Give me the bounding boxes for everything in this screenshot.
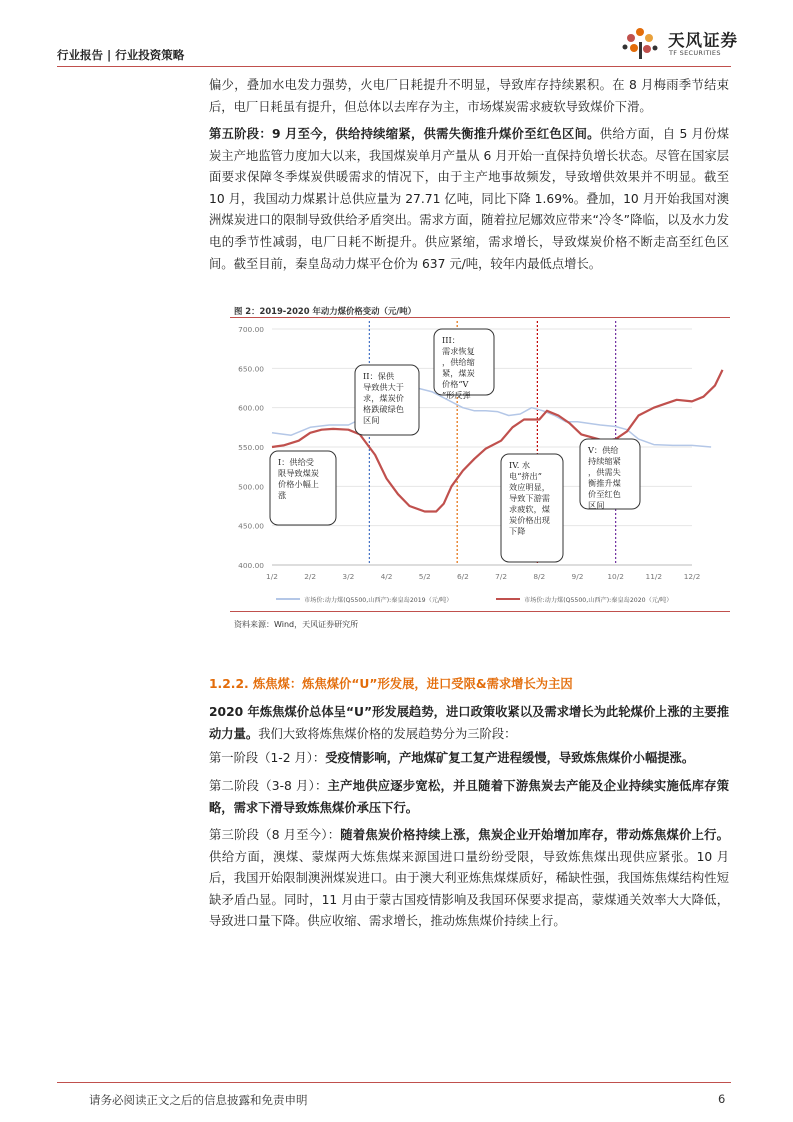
coking-summary-rest: 我们大致将炼焦煤价格的发展趋势分为三阶段： <box>258 726 517 741</box>
paragraph-coking-summary <box>209 702 729 745</box>
footer-disclaimer: 请务必阅读正文之后的信息披露和免责申明 <box>89 1093 308 1107</box>
phase-three-bold: 随着焦炭价格持续上涨，焦炭企业开始增加库存，带动炼焦煤价上行。 <box>340 828 729 842</box>
report-header-title: 行业报告 | 行业投资策略 <box>57 48 185 62</box>
x-tick-label: 5/2 <box>418 572 431 581</box>
tf-flower-icon <box>620 24 666 62</box>
logo-english-name: TF SECURITIES <box>669 49 721 57</box>
phase-five-heading: 第五阶段：9 月至今，供给持续缩紧，供需失衡推升煤价至红色区间。 <box>209 127 600 141</box>
coal-price-chart <box>230 297 730 637</box>
paragraph-phase-four-tail <box>209 75 729 118</box>
legend-label: 市场价:动力煤(Q5500,山西产):秦皇岛2020（元/吨） <box>524 597 673 604</box>
phase-one-body: 受疫情影响，产地煤矿复工复产进程缓慢，导致炼焦煤价小幅提涨。 <box>325 751 695 765</box>
x-tick-label: 4/2 <box>380 572 393 581</box>
phase-two-label: 第二阶段（3-8 月）： <box>209 779 328 793</box>
paragraph-coking-phase-three <box>209 825 729 933</box>
y-tick-label: 400.00 <box>238 561 264 570</box>
paragraph-text: 偏少，叠加水电发力强势，火电厂日耗提升不明显，导致库存持续累积。在 8 月梅雨季节结束后，电厂日耗虽有提升，但总体以去库存为主，市场煤炭需求疲软导致煤价下滑。 <box>209 78 729 114</box>
y-tick-label: 650.00 <box>238 364 264 374</box>
header-divider <box>57 66 731 67</box>
x-tick-label: 2/2 <box>304 572 317 581</box>
y-tick-label: 500.00 <box>238 482 264 492</box>
series-2020-line <box>272 370 723 512</box>
x-tick-label: 7/2 <box>495 572 508 581</box>
paragraph-coking-phase-two <box>209 776 729 819</box>
y-tick-label: 700.00 <box>238 325 264 334</box>
x-tick-label: 1/2 <box>266 572 278 581</box>
x-tick-label: 6/2 <box>456 572 469 581</box>
chart-plot-area <box>230 317 730 611</box>
x-tick-label: 12/2 <box>683 572 701 581</box>
x-tick-label: 3/2 <box>342 572 355 581</box>
paragraph-coking-phase-one <box>209 748 729 770</box>
page-number: 6 <box>718 1092 726 1106</box>
chart-bottom-rule <box>230 611 730 612</box>
chart-title: 图 2：2019-2020 年动力煤价格变动（元/吨） <box>234 306 417 316</box>
x-tick-label: 8/2 <box>533 572 546 581</box>
series-2019-line <box>272 386 711 447</box>
phase-three-label: 第三阶段（8 月至今）： <box>209 828 341 842</box>
y-tick-label: 450.00 <box>238 521 264 531</box>
phase-one-label: 第一阶段（1-2 月）： <box>209 751 326 765</box>
chart-source: 资料来源：Wind，天风证券研究所 <box>234 620 359 629</box>
phase-two-body: 主产地供应逐步宽松，并且随着下游焦炭去产能及企业持续实施低库存策略，需求下滑导致炼焦煤价承压下行。 <box>209 779 729 815</box>
tf-securities-logo <box>620 24 740 62</box>
phase-five-body: 供给方面，自 5 月份煤炭主产地监管力度加大以来，我国煤炭单月产量从 6 月开始一直保持负增长状态。尽管在国家层面要求保障冬季煤炭供暖需求的情况下，由于主产地事故频发，导致增供效果并不明显。截至 10 月，我国动力煤累计总供应量为 27.71 亿吨，同比下降 1.69%。叠加，10 月开始我国对澳洲煤炭进口的限制导致供给矛盾突出。需求方面，随着拉尼娜效应带来“冷冬”降临，以及水力发电的季节性减弱，电厂日耗不断提升。供应紧缩，需求增长，导致煤炭价格不断走高至红色区间。截至目前，秦皇岛动力煤平仓价为 637 元/吨，较年内最低点增长。 <box>209 127 729 271</box>
x-tick-label: 10/2 <box>607 572 624 581</box>
annotation-callout-text: I：供给受限导致煤炭价格小幅上涨 <box>278 457 319 500</box>
x-tick-label: 11/2 <box>645 572 663 581</box>
footer-divider <box>57 1082 731 1083</box>
annotation-callout-text: III：需求恢复，供给缩紧，煤炭价格“V ”形反弹 <box>442 335 475 400</box>
y-tick-label: 550.00 <box>238 443 264 452</box>
section-heading-coking-coal: 1.2.2. 炼焦煤：炼焦煤价“U”形发展，进口受限&需求增长为主因 <box>209 677 573 691</box>
x-tick-label: 9/2 <box>571 572 584 581</box>
annotation-callout-text: II：保供导致供大于求，煤炭价格跌破绿色区间 <box>363 371 404 425</box>
y-tick-label: 600.00 <box>238 403 264 413</box>
annotation-callout-text: IV. 水电“挤出”效应明显，导致下游需求疲软，煤炭价格出现下降 <box>509 460 550 536</box>
paragraph-phase-five <box>209 124 729 275</box>
coking-summary-bold: 2020 年炼焦煤价总体呈“U”形发展趋势，进口政策收紧以及需求增长为此轮煤价上涨的主要推动力量。 <box>209 705 729 741</box>
phase-three-body: 供给方面，澳煤、蒙煤两大炼焦煤来源国进口量纷纷受限，导致炼焦煤出现供应紧张。10 月后，我国开始限制澳洲煤炭进口。由于澳大利亚炼焦煤煤质好，稀缺性强，我国炼焦煤结构性短缺矛盾凸显。同时，11 月由于蒙古国疫情影响及我国环保要求提高，蒙煤通关效率大大降低，导致进口量下降。供应收缩、需求增长，推动炼焦煤价持续上行。 <box>209 849 729 929</box>
annotation-callout-text: V：供给持续缩紧，供需失衡推升煤价至红色区间 <box>588 445 621 510</box>
logo-chinese-name: 天风证券 <box>668 31 738 50</box>
legend-label: 市场价:动力煤(Q5500,山西产):秦皇岛2019（元/吨） <box>304 597 453 604</box>
